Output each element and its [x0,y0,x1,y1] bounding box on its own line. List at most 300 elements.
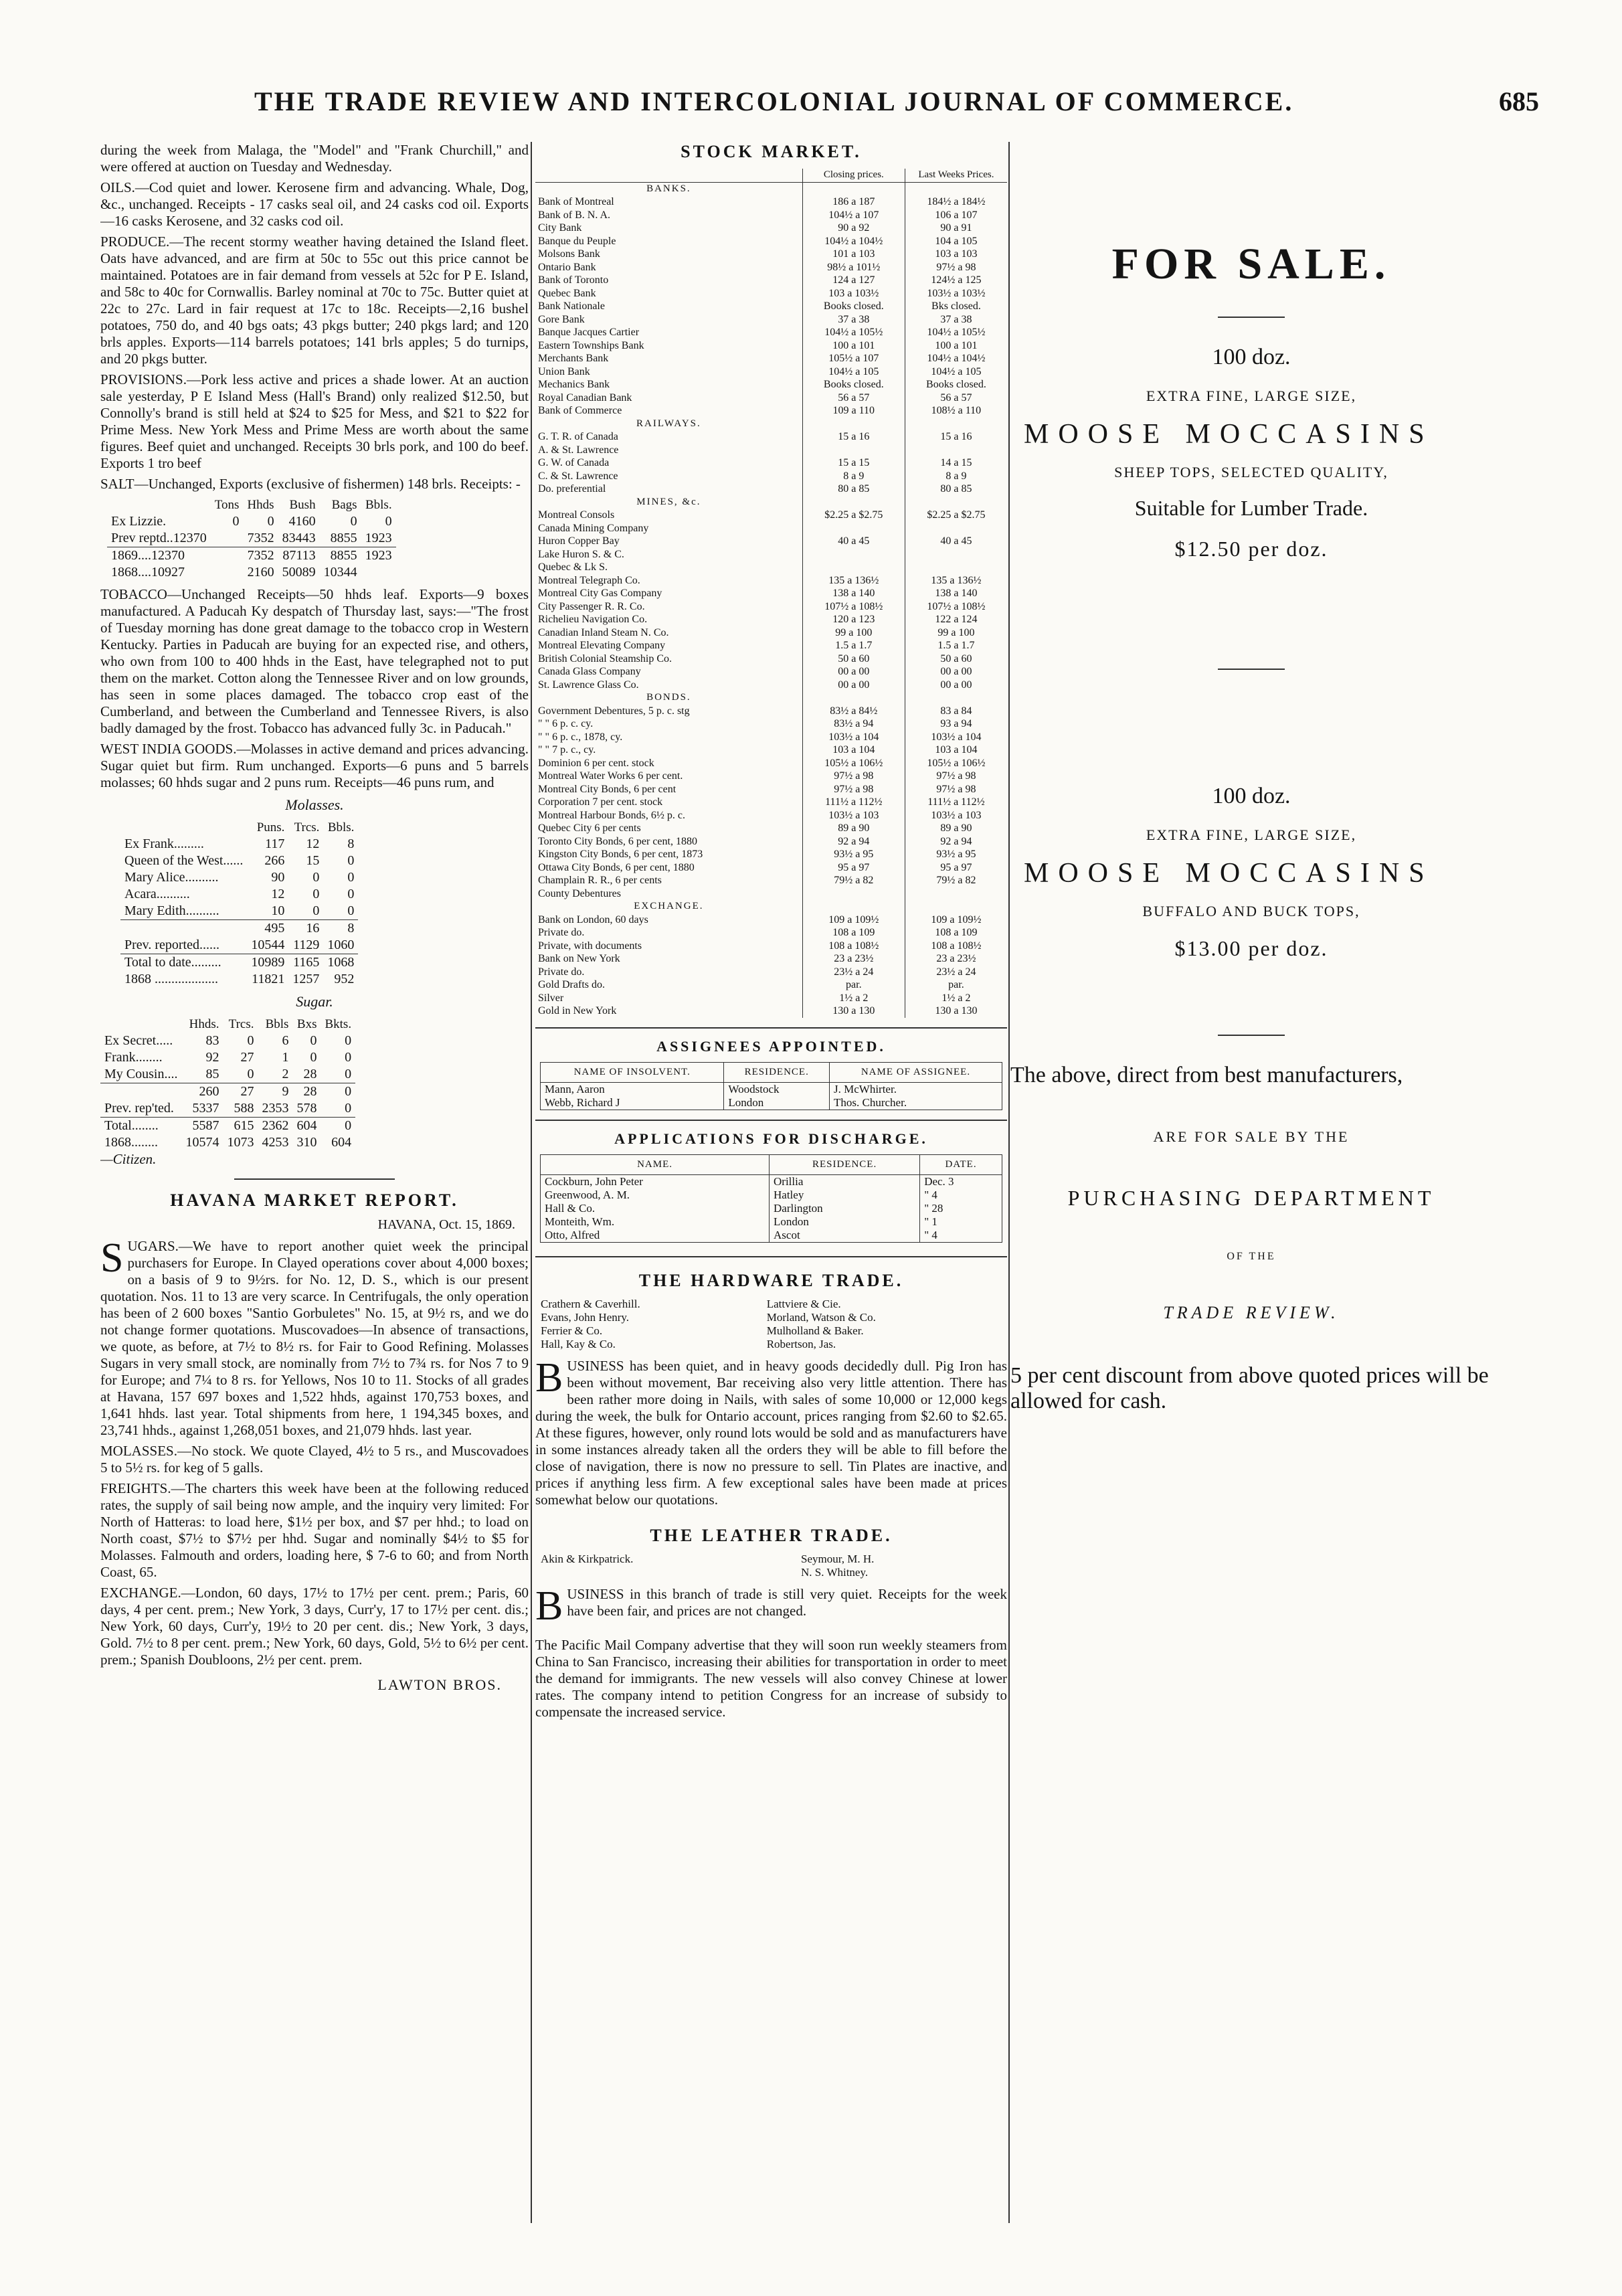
stock-row [535,705,1007,718]
stock-name: City Passenger R. R. Co. [538,600,645,612]
table-cell: 12 [306,836,320,851]
table-cell: Bxs [296,1017,317,1031]
last-week-price: 111½ a 112½ [905,796,1007,809]
stock-row [535,926,1007,940]
closing-price: 97½ a 98 [802,770,905,783]
closing-price: 104½ a 104½ [802,235,905,248]
stock-name: Banque Jacques Cartier [538,327,640,338]
stock-name: Richelieu Navigation Co. [538,614,648,625]
last-week-price: 124½ a 125 [905,274,1007,287]
stock-row [535,548,1007,561]
last-week-price: 00 a 00 [905,679,1007,692]
stock-row [535,887,1007,901]
closing-price: 100 a 101 [802,339,905,353]
table-cell: 0 [345,1101,352,1116]
stock-row [535,743,1007,757]
stock-row [535,626,1007,640]
stock-row [535,339,1007,353]
last-week-price: 104 a 105 [905,235,1007,248]
closing-price: Books closed. [802,378,905,391]
stock-name: Gold Drafts do. [538,979,605,990]
stock-row [535,783,1007,796]
table-cell: Ascot [770,1229,920,1243]
stock-name: Private, with documents [538,940,642,952]
stock-name: Bank on New York [538,953,620,964]
list-item [535,1324,1007,1338]
quantity-2: 100 doz. [1212,784,1291,808]
firm-name: Akin & Kirkpatrick. [541,1552,634,1565]
last-week-price: 107½ a 108½ [905,600,1007,614]
last-week-price: 104½ a 105½ [905,326,1007,339]
stock-row [535,587,1007,600]
last-week-price: 90 a 91 [905,222,1007,235]
stock-market-title: STOCK MARKET. [681,142,862,161]
table-cell: 87113 [278,547,320,565]
stock-name: G. T. R. of Canada [538,431,618,442]
table-header-row [541,1062,1002,1082]
closing-price: 98½ a 101½ [802,261,905,274]
tops-2: BUFFALO AND BUCK TOPS, [1142,903,1360,919]
table-cell [211,530,244,547]
last-week-price: 106 a 107 [905,209,1007,222]
havana-dateline: HAVANA, Oct. 15, 1869. [377,1217,515,1232]
discount-note: 5 per cent discount from above quoted prices will be allowed for cash. [1010,1363,1489,1413]
table-cell [905,691,1007,705]
stock-row [535,770,1007,783]
stock-name: Government Debentures, 5 p. c. stg [538,705,690,717]
stock-row [535,717,1007,731]
stock-name: A. & St. Lawrence [538,444,619,456]
last-week-price: 97½ a 98 [905,783,1007,796]
table-cell: 0 [345,1050,352,1065]
table-cell: 1257 [292,972,320,986]
stock-row [535,809,1007,822]
last-week-price: 104½ a 105 [905,365,1007,379]
stock-name: Montreal Elevating Company [538,640,666,651]
table-cell [905,900,1007,913]
stock-name: Canada Mining Company [538,522,649,534]
stock-row [535,365,1007,379]
last-week-price: 40 a 45 [905,535,1007,548]
table-cell: " 4 [920,1188,1002,1202]
last-week-price: 8 a 9 [905,470,1007,483]
closing-price: 105½ a 107 [802,352,905,365]
table-row [100,1100,355,1118]
hardware-title: THE HARDWARE TRADE. [638,1270,904,1290]
row-label [120,819,247,836]
discharge-table [540,1154,1002,1243]
last-week-price: par. [905,978,1007,992]
closing-price [802,522,905,535]
last-week-price: 103 a 104 [905,743,1007,757]
stock-row [535,639,1007,652]
table-cell: 11821 [252,972,285,986]
row-label: Acara.......... [124,887,190,901]
table-cell: Thos. Churcher. [830,1096,1002,1110]
stock-row [535,300,1007,313]
closing-price: 108 a 109 [802,926,905,940]
closing-price: 103½ a 104 [802,731,905,744]
table-row [541,1229,1002,1243]
column-header: Closing prices. [802,169,905,182]
table-row [120,920,358,938]
row-label: Mary Edith.......... [124,903,219,918]
last-week-price: 1.5 a 1.7 [905,639,1007,652]
section-heading: EXCHANGE. [634,901,704,911]
table-header-row [541,1154,1002,1174]
closing-price: 103 a 104 [802,743,905,757]
stock-name: C. & St. Lawrence [538,470,618,482]
closing-price: 92 a 94 [802,835,905,849]
section-row [535,900,1007,913]
stock-name: Union Bank [538,365,590,377]
section-row [535,182,1007,195]
drop-cap: B [535,1583,563,1629]
stock-row [535,430,1007,444]
stock-name: Canadian Inland Steam N. Co. [538,626,669,638]
stock-row [535,444,1007,457]
table-cell [802,496,905,509]
row-label: Prev reptd..12370 [111,531,207,545]
leather-paragraph [535,1583,1007,1629]
citizen-credit: —Citizen. [100,1151,157,1167]
table-cell: 0 [267,514,274,529]
stock-name: City Bank [538,222,582,234]
closing-price: 103½ a 103 [802,809,905,822]
stock-name: Montreal Water Works 6 per cent. [538,770,683,782]
purchasing-department: PURCHASING DEPARTMENT [1067,1186,1435,1210]
row-label [120,920,247,938]
column-header: Last Weeks Prices. [905,169,1007,182]
closing-price: 83½ a 84½ [802,705,905,718]
closing-price: 56 a 57 [802,391,905,405]
table-row [120,886,358,903]
row-label [100,1016,181,1033]
last-week-price: 99 a 100 [905,626,1007,640]
stock-row [535,966,1007,979]
table-cell: 8855 [320,547,361,565]
table-cell: 588 [234,1101,254,1116]
stock-row [535,456,1007,470]
assignees-table [540,1062,1002,1110]
stock-row [535,287,1007,300]
table-cell: 0 [345,1067,352,1081]
stock-row [535,326,1007,339]
table-cell: 7352 [247,531,274,545]
closing-price: 83½ a 94 [802,717,905,731]
stock-row [535,195,1007,209]
stock-row [535,248,1007,261]
table-cell: Bags [331,498,357,512]
stock-name: Dominion 6 per cent. stock [538,757,654,769]
last-week-price: 83 a 84 [905,705,1007,718]
last-week-price: $2.25 a $2.75 [905,509,1007,522]
last-week-price [905,561,1007,574]
table-cell: Monteith, Wm. [541,1215,770,1229]
table-cell: 1 [282,1050,289,1065]
table-cell: Bbls. [365,498,392,512]
last-week-price: 122 a 124 [905,613,1007,626]
stock-name: " " 6 p. c., 1878, cy. [538,731,623,743]
last-week-price: 97½ a 98 [905,770,1007,783]
closing-price: 1.5 a 1.7 [802,639,905,652]
stock-name: Montreal Telegraph Co. [538,574,640,586]
table-row [541,1174,1002,1188]
closing-price: 37 a 38 [802,313,905,327]
table-row [541,1215,1002,1229]
table-cell [211,547,244,565]
last-week-price: 15 a 16 [905,430,1007,444]
table-cell: 0 [247,1033,254,1048]
closing-price: 23 a 23½ [802,952,905,966]
firm-name: Morland, Watson & Co. [766,1310,876,1324]
stock-row [535,822,1007,835]
last-week-price: 105½ a 106½ [905,757,1007,770]
closing-price [802,887,905,901]
table-cell: 0 [321,1083,355,1101]
table-cell: Darlington [770,1202,920,1215]
table-cell: 1923 [361,547,396,565]
stock-name: Kingston City Bonds, 6 per cent, 1873 [538,849,703,860]
last-week-price: 80 a 85 [905,482,1007,496]
closing-price: 80 a 85 [802,482,905,496]
row-label [100,1083,181,1101]
row-label [107,497,211,513]
price-1: $12.50 per doz. [1174,537,1328,561]
row-label: Mary Alice.......... [124,870,219,885]
last-week-price: 109 a 109½ [905,913,1007,927]
closing-price: 103 a 103½ [802,287,905,300]
table-cell: 266 [264,853,285,868]
row-label: Ex Lizzie. [111,514,167,529]
stock-name: British Colonial Steamship Co. [538,652,672,665]
table-cell: 83 [205,1033,219,1048]
havana-exchange-paragraph: EXCHANGE.—London, 60 days, 17½ to 17½ per cent. prem.; Paris, 60 days, 4 per cent. prem.; New York, 3 days, Curr'y, 17 to 17½ per cent. dis.; New York, 60 days, Curr'y, 19½ to 20 per cent. dis.; New York, 3 days, Gold. 7½ to 8 per cent. prem.; New York, 60 days, Gold, 5½ to 6½ per cent. prem.; Spanish Doubloons, 2½ per cent. prem. [100,1585,529,1668]
last-week-price: 108½ a 110 [905,404,1007,418]
oils-paragraph: OILS.—Cod quiet and lower. Kerosene firm and advancing. Whale, Dog, &c., unchanged. Receipts - 17 casks seal oil, and 24 casks cod oil. Exports—16 casks Kerosene, and 32 casks cod oil. [100,179,529,229]
salt-table [107,497,396,581]
table-cell: Bush [289,498,316,512]
table-header-row [535,169,1007,182]
last-week-price: Bks closed. [905,300,1007,313]
table-cell: 83443 [282,531,316,545]
table-cell: 0 [347,903,355,918]
last-week-price: 93 a 94 [905,717,1007,731]
stock-name: Montreal City Bonds, 6 per cent [538,783,677,795]
list-item [535,1566,1007,1579]
row-label: Total........ [100,1118,181,1135]
table-cell: Orillia [770,1174,920,1188]
stock-name: Bank of Commerce [538,405,622,416]
firm-name [535,1566,796,1579]
closing-price: 90 a 92 [802,222,905,235]
table-cell: Greenwood, A. M. [541,1188,770,1202]
stock-name: Corporation 7 per cent. stock [538,796,663,808]
table-cell: Bkts. [325,1017,352,1031]
closing-price: $2.25 a $2.75 [802,509,905,522]
salt-paragraph: SALT—Unchanged, Exports (exclusive of fishermen) 148 brls. Receipts: - [100,476,521,492]
stock-name: Bank of B. N. A. [538,209,610,221]
table-cell: 5587 [181,1118,223,1135]
table-cell [802,900,905,913]
stock-name: Banque du Peuple [538,235,616,247]
stock-name: Royal Canadian Bank [538,391,632,404]
havana-sugars-paragraph [100,1235,529,1439]
table-cell: 10574 [185,1135,219,1150]
table-cell: " 28 [920,1202,1002,1215]
stock-row [535,613,1007,626]
table-row [541,1082,1002,1096]
closing-price: 186 a 187 [802,195,905,209]
table-cell: 0 [347,853,355,868]
row-label: 1868....10927 [111,565,185,580]
table-row [100,1066,355,1083]
table-cell: 27 [223,1083,258,1101]
stock-name: County Debentures [538,887,621,899]
last-week-price: 108 a 109 [905,926,1007,940]
last-week-price: 23½ a 24 [905,966,1007,979]
table-cell: Bbls [265,1017,289,1031]
row-label: 1868 ................... [124,972,218,986]
closing-price: 104½ a 107 [802,209,905,222]
stock-name: Toronto City Bonds, 6 per cent, 1880 [538,835,697,847]
table-cell [802,418,905,431]
section-heading: BONDS. [646,692,691,703]
table-cell: 604 [331,1135,352,1150]
havana-title: HAVANA MARKET REPORT. [170,1190,459,1210]
row-label: Frank........ [104,1050,163,1065]
table-cell [802,182,905,195]
table-cell [802,691,905,705]
molasses-table [120,819,358,988]
last-week-price: 56 a 57 [905,391,1007,405]
last-week-price: 103½ a 103 [905,809,1007,822]
table-cell: 8 [323,920,358,938]
table-cell: Tons [214,498,240,512]
stock-name: " " 6 p. c. cy. [538,718,594,729]
list-item [535,1338,1007,1351]
row-label: Ex Frank......... [124,836,204,851]
sugar-heading: Sugar. [296,993,333,1010]
product-2: MOOSE MOCCASINS [1024,858,1434,889]
assignees-title: ASSIGNEES APPOINTED. [656,1037,886,1055]
manufacturers-note: The above, direct from best manufacturers, [1010,1063,1403,1087]
stock-name: Huron Copper Bay [538,535,620,547]
table-row [107,497,396,513]
stock-row [535,235,1007,248]
firm-name: Crathern & Caverhill. [541,1297,640,1310]
stock-name: Quebec & Lk S. [538,561,608,573]
table-cell: Hall & Co. [541,1202,770,1215]
stock-row [535,952,1007,966]
stock-name: St. Lawrence Glass Co. [538,679,639,691]
table-cell: Hhds [247,498,274,512]
stock-name: Bank on London, 60 days [538,913,648,925]
column-rule-right [1008,142,1010,2223]
leather-names [535,1553,1007,1579]
table-row [100,1033,355,1049]
table-row [100,1134,355,1151]
last-week-price [905,522,1007,535]
table-cell: 495 [247,920,288,938]
stock-name: Champlain R. R., 6 per cents [538,875,662,886]
tops-1: SHEEP TOPS, SELECTED QUALITY, [1114,464,1388,480]
stock-name: " " 7 p. c., cy. [538,744,596,756]
table-cell: 4160 [288,514,316,529]
drop-cap: B [535,1354,563,1401]
havana-molasses-paragraph: MOLASSES.—No stock. We quote Clayed, 4½ to 5 rs., and Muscovadoes 5 to 5½ rs. for keg of 5 galls. [100,1443,529,1476]
closing-price: 138 a 140 [802,587,905,600]
table-cell: 0 [350,514,357,529]
last-week-price: 93½ a 95 [905,848,1007,861]
table-cell: " 1 [920,1215,1002,1229]
table-cell: 1068 [323,954,358,972]
stock-row [535,665,1007,679]
table-row [120,869,358,886]
advertisement [1010,142,1492,2223]
stock-row [535,940,1007,953]
table-row [100,1118,355,1135]
table-cell: 0 [310,1033,317,1048]
last-week-price: 184½ a 184½ [905,195,1007,209]
table-row [120,903,358,920]
divider [1218,317,1285,318]
closing-price: 111½ a 112½ [802,796,905,809]
table-cell: Cockburn, John Peter [541,1174,770,1188]
stock-row [535,731,1007,744]
table-cell: 27 [240,1050,254,1065]
closing-price: 89 a 90 [802,822,905,835]
closing-price: 40 a 45 [802,535,905,548]
closing-price: 130 a 130 [802,1004,905,1018]
last-week-price: 103 a 103 [905,248,1007,261]
product-1: MOOSE MOCCASINS [1024,419,1434,450]
last-week-price: Books closed. [905,378,1007,391]
closing-price: 00 a 00 [802,679,905,692]
column-header [535,169,802,182]
table-cell: Hhds. [189,1017,219,1031]
section-heading: MINES, &c. [636,496,701,507]
table-cell: 12 [271,887,285,901]
table-cell: 0 [312,870,320,885]
last-week-price: 14 a 15 [905,456,1007,470]
closing-price: 135 a 136½ [802,574,905,588]
stock-name: Montreal Consols [538,509,615,521]
table-cell: Puns. [256,820,285,834]
closing-price [802,444,905,457]
stock-row [535,796,1007,809]
last-week-price: 23 a 23½ [905,952,1007,966]
stock-name: Canada Glass Company [538,666,641,677]
column-header: DATE. [920,1154,1002,1174]
table-row [100,1016,355,1033]
table-cell: " 4 [920,1229,1002,1243]
stock-name: G. W. of Canada [538,457,610,468]
stock-name: Gore Bank [538,313,585,325]
produce-paragraph: PRODUCE.—The recent stormy weather having detained the Island fleet. Oats have advanced, and are firm at 50c to 55c out this price cannot be maintained. Potatoes are in fair demand from vessels at 52c for P E. Island, and 58c to 40c for Cornwallis. Barley nominal at 70c to 75c. Butter quiet at 22c to 27c. Lard in fair request at 17c to 18c. Receipts—2,16 bushel potatoes, 750 do, and 40 bgs oats; 43 pkgs butter; 240 pkgs lard; and 120 brls apples. Exports—114 barrels potatoes; 141 brls apples; 5 do turnips, and 20 pkgs butter. [100,234,529,367]
stock-name: Quebec Bank [538,287,596,299]
table-cell: 0 [347,887,355,901]
table-cell: 1165 [288,954,323,972]
last-week-price: 103½ a 104 [905,731,1007,744]
firm-name: Hall, Kay & Co. [541,1337,616,1350]
divider [535,1120,1007,1121]
table-cell: 28 [292,1083,321,1101]
stock-row [535,352,1007,365]
stock-name: Ontario Bank [538,261,596,273]
table-cell [905,182,1007,195]
table-row [120,853,358,869]
